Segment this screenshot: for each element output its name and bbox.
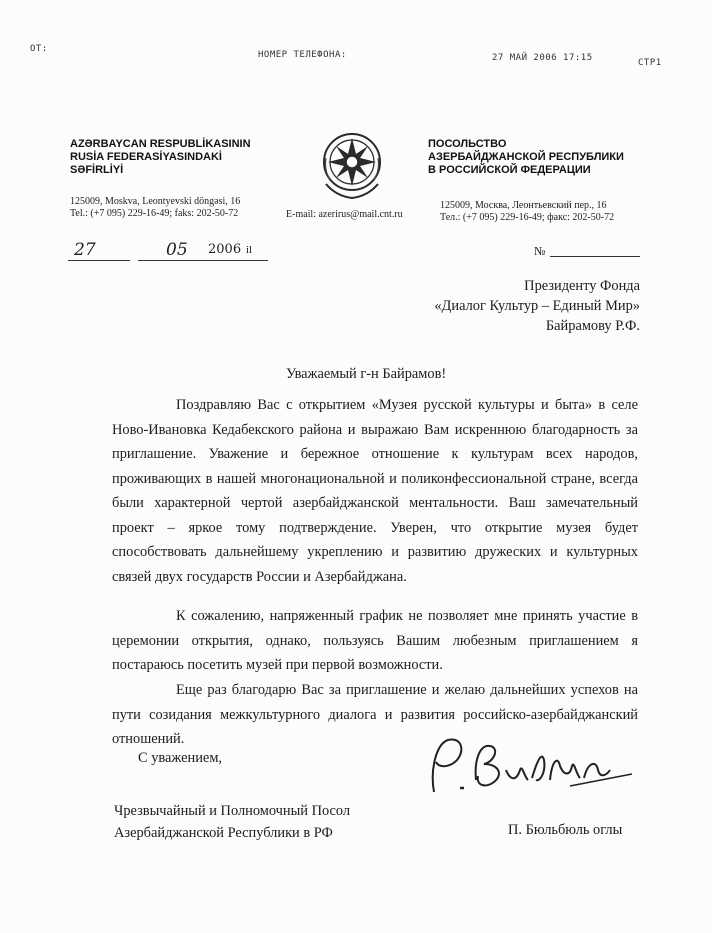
letterhead-right-name-1: ПОСОЛЬСТВО bbox=[428, 138, 507, 150]
date-suffix: il bbox=[246, 244, 253, 256]
body-paragraph-2: К сожалению, напряженный график не позволяет мне принять участие в церемонии открытия, однако, пользуясь Вашим любезным приглашением я постараюсь посетить музей при первой возможности. bbox=[112, 608, 638, 673]
letterhead-right-contacts bbox=[440, 200, 660, 224]
signature-title-line-1: Чрезвычайный и Полномочный Посол bbox=[114, 803, 351, 819]
signature-name: П. Бюльбюль оглы bbox=[508, 822, 623, 838]
date-line bbox=[68, 240, 368, 266]
addressee-line-3: Байрамову Р.Ф. bbox=[545, 318, 640, 334]
number-label: № bbox=[534, 244, 546, 258]
handwritten-signature bbox=[420, 730, 640, 800]
fax-datetime: 27 МАЙ 2006 17:15 bbox=[492, 53, 593, 63]
azerbaijan-emblem-icon bbox=[316, 124, 388, 204]
letterhead-right-address: 125009, Москва, Леонтьевский пер., 16 bbox=[440, 200, 607, 211]
salutation: Уважаемый г-н Байрамов! bbox=[286, 366, 447, 382]
body-paragraph-1: Поздравляю Вас с открытием «Музея русской культуры и быта» в селе Ново-Ивановка Кедабекского района и выражаю Вам искреннюю благодарность за приглашение. Уважение и бережное отношение к культурам всех народов, проживающих в нашей многонациональной и поликонфессиональной стране, всегда были характерной чертой азербайджанской ментальности. Ваш замечательный проект – яркое тому подтверждение. Уверен, что открытие музея будет способствовать дальнейшему укреплению и развитию дружеских и культурных связей двух государств России и Азербайджана. bbox=[112, 397, 638, 585]
fax-phone-label: НОМЕР ТЕЛЕФОНА: bbox=[258, 50, 347, 60]
letterhead-right bbox=[428, 138, 658, 177]
letterhead-left-phone: Tel.: (+7 095) 229-16-49; faks: 202-50-72 bbox=[70, 208, 239, 219]
letterhead-left-contacts bbox=[70, 196, 300, 220]
date-day: 27 bbox=[74, 240, 96, 260]
number-underline bbox=[550, 256, 640, 257]
date-month-underline bbox=[138, 260, 268, 261]
letterhead-left-name-1: AZƏRBAYCAN RESPUBLİKASININ bbox=[70, 138, 251, 150]
letterhead-right-name-3: В РОССИЙСКОЙ ФЕДЕРАЦИИ bbox=[428, 164, 591, 176]
signature-title bbox=[114, 800, 350, 844]
addressee-block bbox=[360, 276, 640, 336]
date-year: 2006 bbox=[208, 242, 242, 257]
fax-from-label: ОТ: bbox=[30, 44, 48, 54]
letterhead-left-name-3: SƏFİRLİYİ bbox=[70, 164, 124, 176]
letterhead-right-phone: Тел.: (+7 095) 229-16-49; факс: 202-50-72 bbox=[440, 212, 615, 223]
signature-title-line-2: Азербайджанской Республики в РФ bbox=[114, 825, 333, 841]
addressee-line-1: Президенту Фонда bbox=[524, 278, 640, 294]
body-paragraph-3: Еще раз благодарю Вас за приглашение и желаю дальнейших успехов на пути созидания межкультурного диалога и развития российско-азербайджанский отношений. bbox=[112, 682, 638, 747]
letterhead-left-address: 125009, Moskva, Leontyevski döngəsi, 16 bbox=[70, 196, 241, 207]
letterhead-right-name-2: АЗЕРБАЙДЖАНСКОЙ РЕСПУБЛИКИ bbox=[428, 151, 624, 163]
letterhead-left bbox=[70, 138, 290, 177]
letterhead-email: E-mail: azerirus@mail.cnt.ru bbox=[286, 209, 403, 220]
closing: С уважением, bbox=[138, 750, 223, 766]
date-day-underline bbox=[68, 260, 130, 261]
fax-page: СТР1 bbox=[638, 58, 662, 68]
letterhead-left-name-2: RUSİA FEDERASİYASINDAKİ bbox=[70, 151, 222, 163]
addressee-line-2: «Диалог Культур – Единый Мир» bbox=[434, 298, 640, 314]
date-month: 05 bbox=[166, 240, 188, 260]
